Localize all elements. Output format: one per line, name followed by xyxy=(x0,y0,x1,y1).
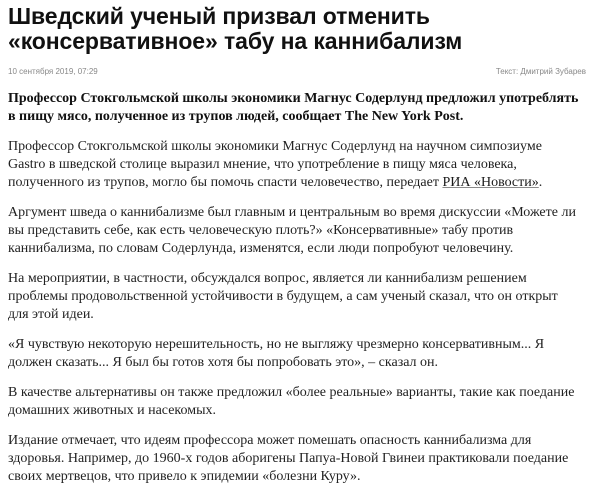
publish-date: 10 сентября 2019, 07:29 xyxy=(8,67,98,76)
article-title: Шведский ученый призвал отменить «консервативное» табу на каннибализм xyxy=(8,3,463,54)
ria-novosti-link[interactable]: РИА «Новости» xyxy=(442,175,539,190)
article-paragraph-3: На мероприятии, в частности, обсуждался вопрос, является ли каннибализм решением проблемы продовольственной устойчивости в будущем, а сам ученый сказал, что он открыт для этой идеи. xyxy=(8,271,558,322)
paragraph-1-text: Профессор Стокгольмской школы экономики Магнус Содерлунд на научном симпозиуме Gastro в шведской столице выразил мнение, что употребление в пищу мяса человека, полученного из трупов, могло бы помочь спасти человечество, передает xyxy=(8,139,542,190)
paragraph-1-end: . xyxy=(538,175,543,190)
author-credit: Текст: Дмитрий Зубарев xyxy=(495,67,586,76)
article-body xyxy=(8,90,588,485)
article-paragraph-4: «Я чувствую некоторую нерешительность, но не выгляжу чрезмерно консервативным... Я должен сказать... Я был бы готов хотя бы попробовать это», – сказал он. xyxy=(8,337,545,370)
article-lead: Профессор Стокгольмской школы экономики Магнус Содерлунд предложил употреблять в пищу мясо, полученное из трупов людей, сообщает The New York Post. xyxy=(8,91,579,124)
article-paragraph-5: В качестве альтернативы он также предложил «более реальные» варианты, такие как поедание домашних животных и насекомых. xyxy=(8,385,575,418)
article-paragraph-6: Издание отмечает, что идеям профессора может помешать опасность каннибализма для здоровья. Например, до 1960-х годов аборигены Папуа-Новой Гвинеи практиковали поедание своих мертвецов, что привело к эпидемии «болезни Куру». xyxy=(8,433,569,484)
article-meta xyxy=(8,59,588,76)
article-paragraph-1 xyxy=(8,138,580,192)
article-paragraph-2: Аргумент шведа о каннибализме был главным и центральным во время дискуссии «Можете ли вы представить себе, как есть человеческую плоть?» «Консервативные» табу против каннибализма, по словам Содерлунда, изменятся, если люди попробуют человечину. xyxy=(8,205,576,256)
